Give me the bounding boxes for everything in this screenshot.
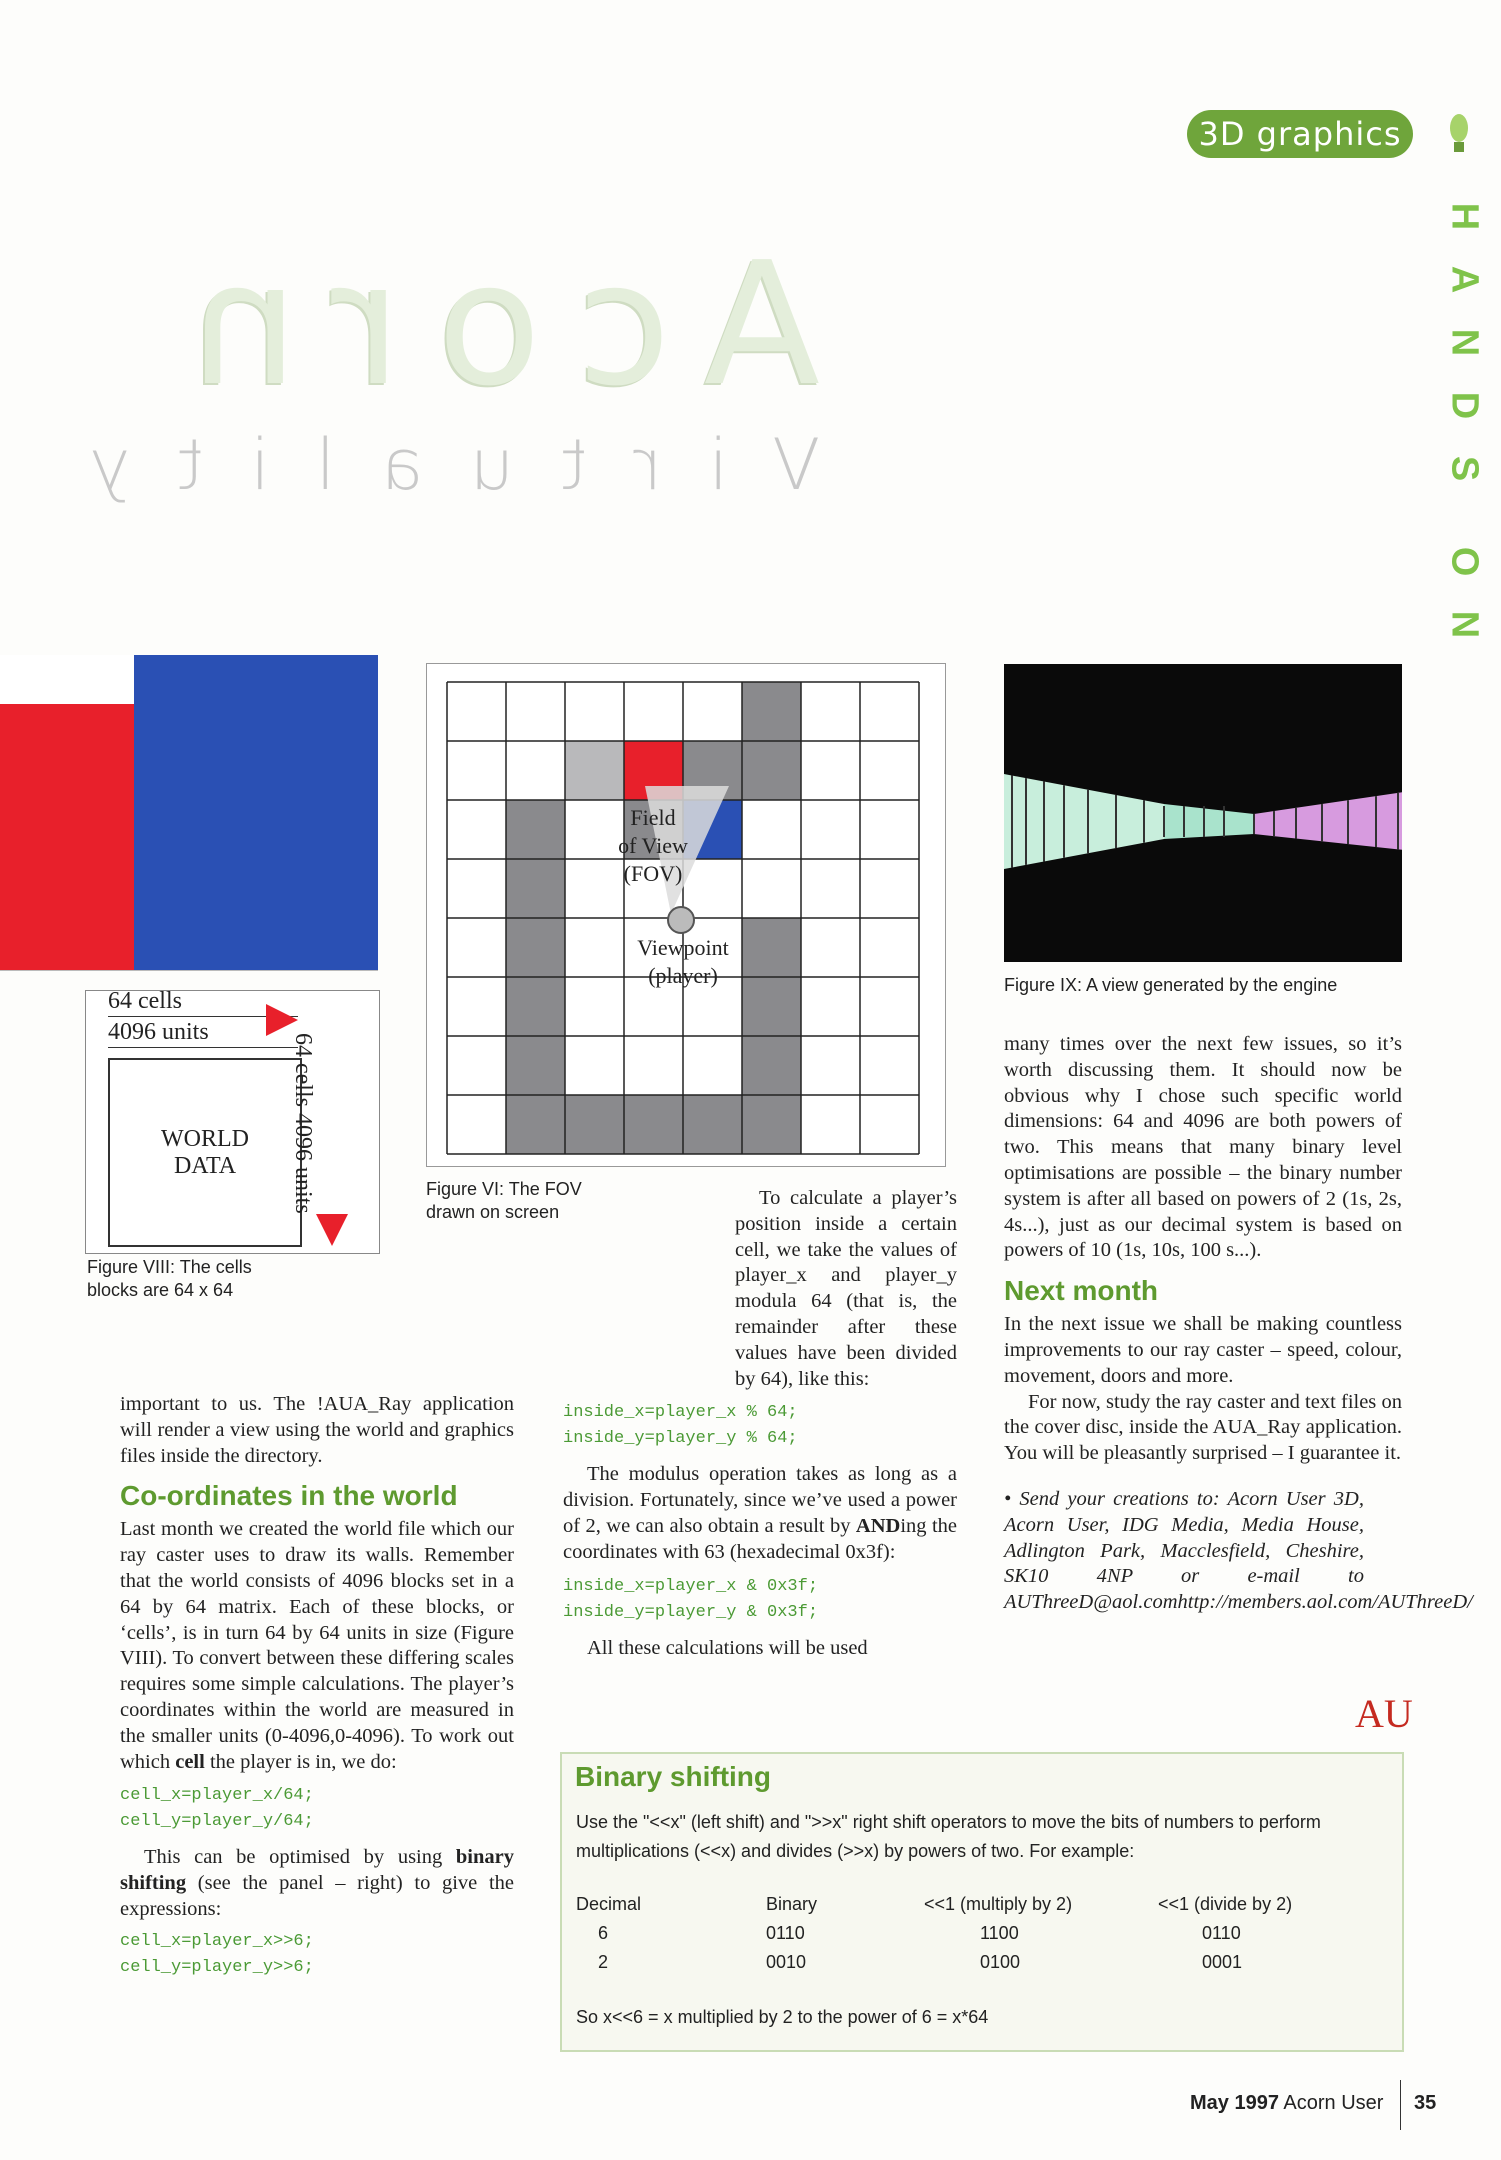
table-cell: 2 bbox=[598, 1952, 609, 1972]
fig8-top-line2: 4096 units bbox=[108, 1017, 298, 1048]
panel-table bbox=[576, 1890, 1292, 1977]
col2-para2 bbox=[563, 1462, 957, 1565]
grid-cell bbox=[506, 859, 565, 918]
col3-heading: Next month bbox=[1004, 1275, 1158, 1307]
col1-para3-bold: binary shifting bbox=[120, 1846, 515, 1895]
column-1 bbox=[120, 1392, 514, 1981]
footer-divider bbox=[1400, 2080, 1401, 2130]
table-row bbox=[576, 1948, 1292, 1977]
table-cell: 0001 bbox=[1202, 1952, 1243, 1972]
fig6-caption-line2: drawn on screen bbox=[426, 1202, 560, 1222]
fig8-white-block bbox=[0, 655, 134, 705]
grid-cell bbox=[683, 1095, 742, 1154]
fig8-side-label: 64 cells 4096 units bbox=[290, 1033, 316, 1214]
viewpoint-label bbox=[623, 934, 743, 990]
table-row bbox=[576, 1919, 1292, 1948]
grid-cell bbox=[742, 918, 801, 977]
col3-para4: • Send your creations to: Acorn User 3D, Acorn User, IDG Media, Media House, Adlington Park, Macclesfield, Cheshire, SK10 4NP or e-mail to AUThreeD@aol.comhttp://members.aol.com/AUThreeD/ bbox=[1004, 1487, 1473, 1614]
col3-para3: For now, study the ray caster and text files on the cover disc, inside the AUA_Ray application. You will be pleasantly surprised – I guarantee it. bbox=[1004, 1390, 1402, 1465]
table-cell: 0110 bbox=[766, 1923, 805, 1943]
page-footer bbox=[1190, 2092, 1383, 2115]
table-cell: 0110 bbox=[1202, 1923, 1241, 1943]
panel-text: Use the "<<x" (left shift) and ">>x" right shift operators to move the bits of numbers to perform multiplications (<<x) and divides (>>x) by powers of two. For example: bbox=[576, 1812, 1321, 1861]
col1-para3-end: (see the panel – right) to give the expressions: bbox=[120, 1872, 515, 1920]
grid-cell bbox=[506, 800, 565, 859]
fig9-render bbox=[1004, 664, 1402, 962]
viewpoint-marker bbox=[668, 907, 694, 933]
fig6-caption bbox=[426, 1178, 582, 1224]
logo-main: Acorn bbox=[154, 226, 820, 424]
table-cell: 1100 bbox=[980, 1923, 1019, 1943]
fig8-inner-line1: WORLD bbox=[161, 1125, 249, 1152]
fig8-red-block bbox=[0, 704, 134, 970]
vertical-letter: S bbox=[1443, 455, 1486, 482]
grid-cell bbox=[506, 1095, 565, 1154]
panel-footer: So x<<6 = x multiplied by 2 to the power of 6 = x*64 bbox=[576, 2007, 989, 2027]
col1-para3-start: This can be optimised by using bbox=[144, 1846, 443, 1869]
logo-sub: Virtuality bbox=[42, 424, 820, 506]
fig8-inner-line2: DATA bbox=[173, 1152, 237, 1179]
col1-code3: cell_x=player_x>>6; bbox=[120, 1931, 314, 1951]
col2-para2-bold: AND bbox=[855, 1514, 901, 1537]
col1-para3 bbox=[120, 1845, 514, 1922]
fig6-caption-line1: Figure VI: The FOV bbox=[426, 1179, 582, 1199]
fig8-world-data bbox=[108, 1058, 302, 1247]
fig8-divider bbox=[0, 970, 378, 971]
panel-title: Binary shifting bbox=[575, 1761, 772, 1792]
vertical-letter: N bbox=[1443, 610, 1486, 639]
fig8-top-line1: 64 cells bbox=[108, 986, 298, 1017]
viewpoint-label-line1: Viewpoint bbox=[637, 935, 729, 960]
fig8-caption-line1: Figure VIII: The cells bbox=[87, 1257, 252, 1277]
grid-cell bbox=[742, 682, 801, 741]
col1-code2: cell_y=player_y/64; bbox=[120, 1812, 314, 1832]
vertical-letter: O bbox=[1443, 546, 1486, 577]
grid-cell bbox=[506, 918, 565, 977]
footer-magazine: Acorn User bbox=[1283, 2092, 1384, 2114]
col3-para2: In the next issue we shall be making countless improvements to our ray caster – speed, colour, movement, doors and more. bbox=[1004, 1313, 1402, 1387]
fig9-caption: Figure IX: A view generated by the engine bbox=[1004, 975, 1338, 995]
fig6-grid bbox=[427, 664, 945, 1166]
grid-cell bbox=[742, 977, 801, 1036]
footer-date: May 1997 bbox=[1190, 2092, 1279, 2114]
grid-cell bbox=[742, 1036, 801, 1095]
panel-header-cell: Binary bbox=[766, 1894, 818, 1914]
col2-para1: To calculate a player’s position inside a certain cell, we take the values of player_x and player_y modula 64 (that is, the remainder after these values have been divided by 64), like this: bbox=[735, 1187, 957, 1390]
section-tag: 3D graphics bbox=[1187, 110, 1413, 158]
panel-table-header bbox=[576, 1890, 1292, 1919]
column-3 bbox=[1004, 1032, 1473, 1616]
fig9-corridor bbox=[1004, 664, 1402, 962]
panel-header-cell: Decimal bbox=[576, 1894, 642, 1914]
panel-header-cell: <<1 (multiply by 2) bbox=[924, 1894, 1073, 1914]
col1-code4: cell_y=player_y>>6; bbox=[120, 1957, 314, 1977]
col1-para2-end: the player is in, we do: bbox=[209, 1750, 397, 1773]
col1-para2 bbox=[120, 1517, 514, 1775]
col2-code3: inside_x=player_x & 0x3f; bbox=[563, 1576, 819, 1596]
fov-label-line2: of View bbox=[618, 833, 688, 858]
grid-cell bbox=[565, 741, 624, 800]
fov-label bbox=[603, 804, 703, 888]
fig6-diagram bbox=[426, 663, 946, 1167]
table-cell: 6 bbox=[598, 1923, 609, 1943]
col1-para2-bold: cell bbox=[175, 1750, 205, 1773]
grid-cell bbox=[742, 741, 801, 800]
grid-cell bbox=[506, 977, 565, 1036]
vertical-letter: D bbox=[1443, 391, 1486, 420]
page-number: 35 bbox=[1414, 2092, 1437, 2114]
grid-cell bbox=[506, 1036, 565, 1095]
col2-para2-start: The modulus operation takes as long as a division. Fortunately, since we’ve used a power of 2, we can also obtain a result by bbox=[563, 1463, 957, 1537]
bulb-icon bbox=[1448, 108, 1470, 158]
arrow-down-icon bbox=[314, 1212, 350, 1248]
col2-para2-end: ing the coordinates with 63 (hexadecimal 0x3f): bbox=[563, 1514, 957, 1563]
table-cell: 0100 bbox=[980, 1952, 1021, 1972]
viewpoint-label-line2: (player) bbox=[648, 963, 718, 988]
table-cell: 0010 bbox=[766, 1952, 807, 1972]
col1-code1: cell_x=player_x/64; bbox=[120, 1786, 314, 1806]
au-logo: AU bbox=[1355, 1691, 1413, 1736]
col2-code2: inside_y=player_y % 64; bbox=[563, 1429, 798, 1449]
col1-para1: important to us. The !AUA_Ray application will render a view using the world and graphics files inside the directory. bbox=[120, 1393, 514, 1467]
col1-heading: Co-ordinates in the world bbox=[120, 1480, 458, 1512]
fig8-caption bbox=[87, 1256, 252, 1302]
panel-header-cell: <<1 (divide by 2) bbox=[1158, 1894, 1293, 1914]
fig8-side-label-wrap bbox=[290, 1033, 360, 1238]
grid-cell bbox=[565, 1095, 624, 1154]
fig8-caption-line2: blocks are 64 x 64 bbox=[87, 1280, 234, 1300]
fig8-blue-block bbox=[134, 655, 378, 970]
vertical-section-label bbox=[1444, 185, 1484, 656]
col2-para3: All these calculations will be used bbox=[587, 1636, 868, 1659]
fov-label-line3: (FOV) bbox=[623, 861, 683, 886]
column-2 bbox=[563, 1186, 957, 1661]
vertical-letter: N bbox=[1443, 328, 1486, 357]
col2-code1: inside_x=player_x % 64; bbox=[563, 1403, 798, 1423]
col1-para2-text: Last month we created the world file which our ray caster uses to draw its walls. Remember that the world consists of 4096 blocks set in a 64 by 64 matrix. Each of these blocks, or ‘cells’, is in turn 64 by 64 units in size (Figure VIII). To convert between these differing scales requires some simple calculations. The player’s coordinates within the world are measured in the smaller units (0-4096,0-4096). To work out which bbox=[120, 1518, 514, 1773]
grid-cell bbox=[624, 1095, 683, 1154]
col3-para1: many times over the next few issues, so it’s worth discussing them. It should now be obvious why I chose such specific world dimensions: 64 and 4096 are both powers of two. This means that many binary level optimisations are possible – the binary number system is after all based on powers of 2 (1s, 2s, 4s...), just as our decimal system is based on powers of 10 (1s, 10s, 100 s...). bbox=[1004, 1033, 1402, 1262]
col2-code4: inside_y=player_y & 0x3f; bbox=[563, 1602, 819, 1622]
vertical-letter: H bbox=[1443, 202, 1486, 231]
vertical-letter: A bbox=[1443, 265, 1486, 294]
grid-cell bbox=[742, 1095, 801, 1154]
fov-label-line1: Field bbox=[630, 805, 676, 830]
